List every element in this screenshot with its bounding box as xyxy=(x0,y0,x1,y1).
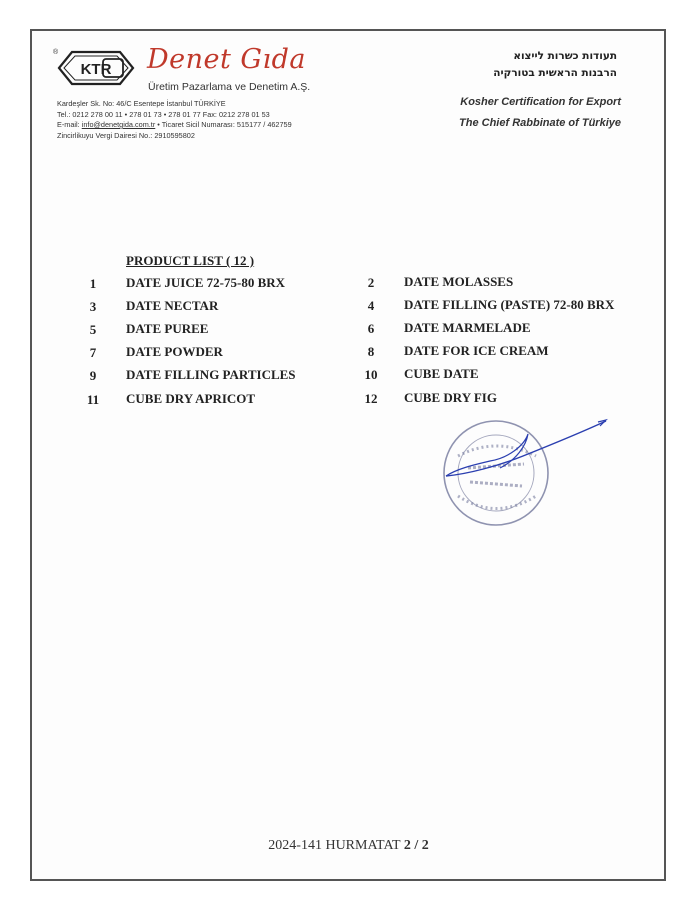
hebrew-title-line2: הרבנות הראשית בטורקיה xyxy=(493,67,617,79)
registered-mark: ® xyxy=(53,49,59,56)
brand-subtitle: Üretim Pazarlama ve Denetim A.Ş. xyxy=(148,81,311,93)
brand-name: Denet Gıda xyxy=(147,44,307,75)
hebrew-title-line1: תעודות כשרות לייצוא xyxy=(513,50,617,62)
rabbinate-stamp-seal xyxy=(428,416,613,531)
item-number: 11 xyxy=(86,392,100,407)
item-number: 6 xyxy=(367,321,375,336)
ktr-logo xyxy=(56,48,136,88)
product-item: CUBE DRY FIG xyxy=(404,390,497,405)
item-number: 10 xyxy=(364,367,378,382)
phone-line: Tel.: 0212 278 00 11 • 278 01 73 • 278 01 77 Fax: 0212 278 01 53 xyxy=(57,110,270,119)
product-item: DATE POWDER xyxy=(126,344,223,359)
product-item: DATE NECTAR xyxy=(126,298,219,313)
item-number: 8 xyxy=(367,344,375,359)
tax-line: Zincirlikuyu Vergi Dairesi No.: 2910595802 xyxy=(57,131,195,140)
product-item: CUBE DATE xyxy=(404,366,479,381)
registry-number: • Ticaret Sicil Numarası: 515177 / 462759 xyxy=(155,120,292,129)
product-item: DATE FOR ICE CREAM xyxy=(404,343,549,358)
product-item: CUBE DRY APRICOT xyxy=(126,391,256,406)
item-number: 5 xyxy=(89,322,97,337)
document-footer xyxy=(0,838,697,854)
product-item: DATE MARMELADE xyxy=(404,320,531,335)
kosher-cert-title: Kosher Certification for Export xyxy=(460,96,621,108)
product-item: DATE FILLING (PASTE) 72-80 BRX xyxy=(404,297,615,312)
item-number: 7 xyxy=(89,345,97,360)
email-link[interactable]: info@denetgida.com.tr xyxy=(81,120,156,129)
email-line xyxy=(57,120,292,129)
item-number: 2 xyxy=(367,275,375,290)
item-number: 1 xyxy=(89,276,97,291)
item-number: 4 xyxy=(367,298,375,313)
document-reference: 2024-141 HURMATAT xyxy=(268,838,404,853)
item-number: 12 xyxy=(364,391,378,406)
product-list-title: PRODUCT LIST ( 12 ) xyxy=(126,253,255,268)
product-item: DATE JUICE 72-75-80 BRX xyxy=(126,275,286,290)
chief-rabbinate-title: The Chief Rabbinate of Türkiye xyxy=(459,117,621,129)
product-item: DATE MOLASSES xyxy=(404,274,514,289)
page-number: 2 / 2 xyxy=(403,838,429,853)
item-number: 9 xyxy=(89,368,97,383)
product-item: DATE FILLING PARTICLES xyxy=(126,367,296,382)
logo-text: KTR xyxy=(80,61,112,78)
address-line: Kardeşler Sk. No: 46/C Esentepe İstanbul TÜRKİYE xyxy=(57,99,226,108)
email-prefix: E-mail: xyxy=(57,120,82,129)
item-number: 3 xyxy=(89,299,97,314)
product-item: DATE PUREE xyxy=(126,321,209,336)
